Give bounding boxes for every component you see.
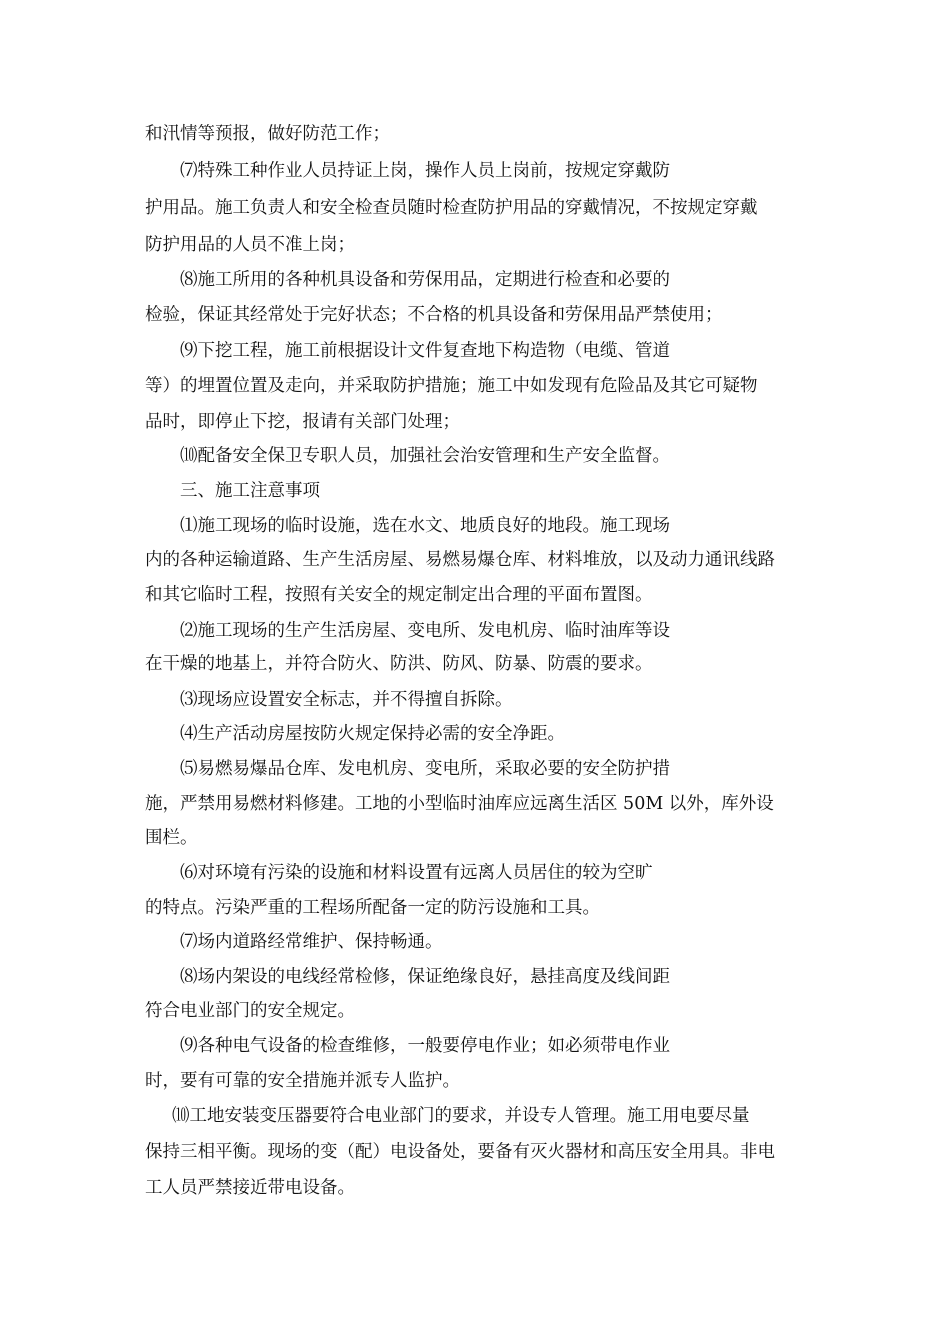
- text-line: ⑼各种电气设备的检查维修，一般要停电作业；如必须带电作业: [180, 1036, 670, 1056]
- text-line: 围栏。: [145, 828, 198, 848]
- text-line: ⑶现场应设置安全标志，并不得擅自拆除。: [180, 690, 513, 710]
- text-line: ⑺特殊工种作业人员持证上岗，操作人员上岗前，按规定穿戴防: [180, 161, 670, 181]
- text-line: ⑽工地安装变压器要符合电业部门的要求，并设专人管理。施工用电要尽量: [172, 1106, 750, 1126]
- text-line: 工人员严禁接近带电设备。: [145, 1178, 355, 1198]
- text-line: ⑴施工现场的临时设施，选在水文、地质良好的地段。施工现场: [180, 516, 670, 536]
- text-line: 保持三相平衡。现场的变（配）电设备处，要备有灭火器材和高压安全用具。非电: [145, 1142, 775, 1162]
- text-line: 品时，即停止下挖，报请有关部门处理；: [145, 412, 460, 432]
- text-line: 在干燥的地基上，并符合防火、防洪、防风、防暴、防震的要求。: [145, 654, 653, 674]
- text-line: 的特点。污染严重的工程场所配备一定的防污设施和工具。: [145, 898, 600, 918]
- text-line: ⑷生产活动房屋按防火规定保持必需的安全净距。: [180, 724, 565, 744]
- text-line: ⑹对环境有污染的设施和材料设置有远离人员居住的较为空旷: [180, 863, 653, 883]
- text-line: 时，要有可靠的安全措施并派专人监护。: [145, 1071, 460, 1091]
- text-line: ⑺场内道路经常维护、保持畅通。: [180, 932, 443, 952]
- text-line: 等）的埋置位置及走向，并采取防护措施；施工中如发现有危险品及其它可疑物: [145, 376, 758, 396]
- text-line: ⑻施工所用的各种机具设备和劳保用品，定期进行检查和必要的: [180, 270, 670, 290]
- text-line: 内的各种运输道路、生产生活房屋、易燃易爆仓库、材料堆放，以及动力通讯线路: [145, 550, 775, 570]
- text-line: 和汛情等预报，做好防范工作；: [145, 124, 390, 144]
- text-line: ⑵施工现场的生产生活房屋、变电所、发电机房、临时油库等设: [180, 621, 670, 641]
- text-line: 符合电业部门的安全规定。: [145, 1001, 355, 1021]
- text-line: ⑽配备安全保卫专职人员，加强社会治安管理和生产安全监督。: [180, 446, 670, 466]
- text-line: ⑼下挖工程，施工前根据设计文件复查地下构造物（电缆、管道: [180, 341, 670, 361]
- text-line: 防护用品的人员不准上岗；: [145, 235, 355, 255]
- text-line: ⑻场内架设的电线经常检修，保证绝缘良好，悬挂高度及线间距: [180, 967, 670, 987]
- text-line: ⑸易燃易爆品仓库、发电机房、变电所，采取必要的安全防护措: [180, 759, 670, 779]
- text-line: 护用品。施工负责人和安全检查员随时检查防护用品的穿戴情况，不按规定穿戴: [145, 198, 758, 218]
- text-line: 和其它临时工程，按照有关安全的规定制定出合理的平面布置图。: [145, 585, 653, 605]
- text-line: 施，严禁用易燃材料修建。工地的小型临时油库应远离生活区 50M 以外，库外设: [145, 794, 774, 814]
- section-heading: 三、施工注意事项: [180, 481, 320, 501]
- text-line: 检验，保证其经常处于完好状态；不合格的机具设备和劳保用品严禁使用；: [145, 305, 723, 325]
